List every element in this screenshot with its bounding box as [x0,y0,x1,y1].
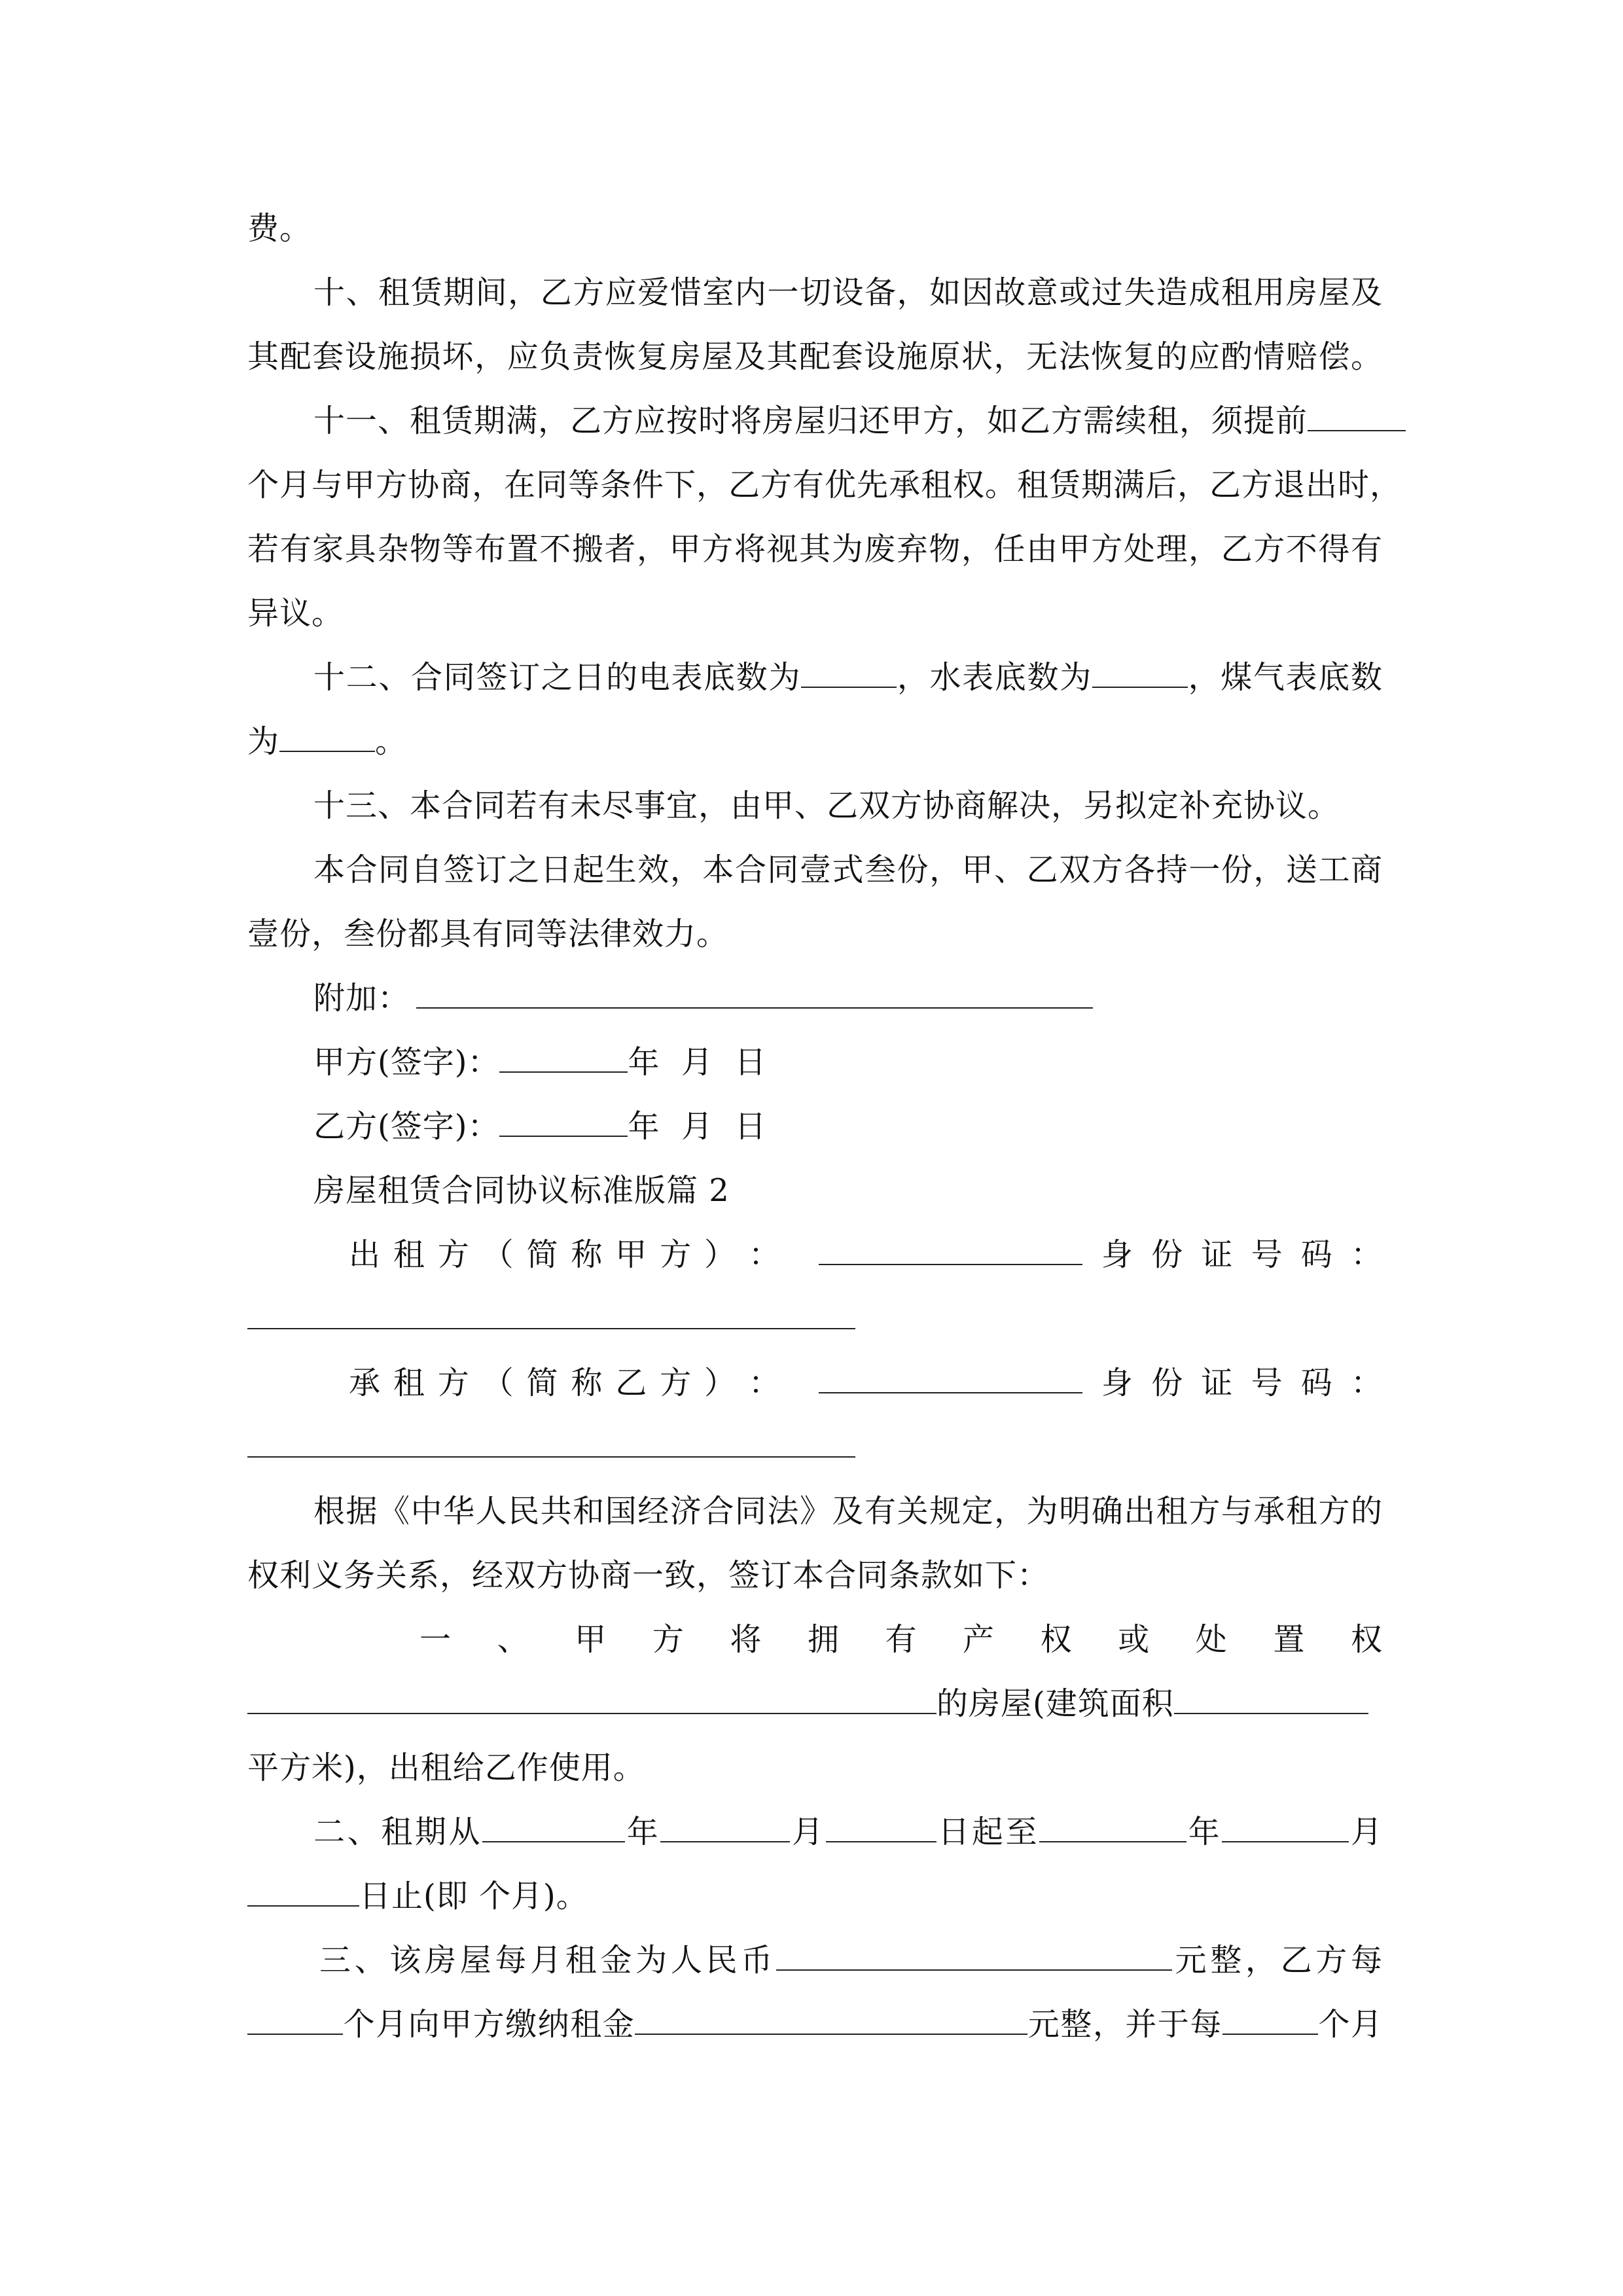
char: 简 [526,1365,559,1401]
addendum-field[interactable] [416,981,1093,1009]
char: 证 [1201,1365,1234,1401]
text: 十二、合同签订之日的电表底数为 [313,659,802,696]
char: 方 [660,1365,692,1401]
char: 权 [1350,1621,1383,1658]
char: 身 [1101,1365,1134,1401]
end-month-field[interactable] [1222,1815,1349,1842]
text: 十一、租赁期满，乙方应按时将房屋归还甲方，如乙方需续租，须提前 [313,403,1308,439]
char: 承 [349,1365,382,1401]
char: 份 [1151,1365,1184,1401]
addendum-line [247,966,1383,1030]
text: 日止(即 个月)。 [359,1878,588,1914]
char: 码 [1300,1365,1333,1401]
char: 方 [437,1236,470,1273]
monthly-rent-field[interactable] [776,1943,1172,1971]
start-month-field[interactable] [660,1815,790,1842]
text: 的房屋(建筑面积 [936,1685,1174,1722]
text: 年 [1186,1814,1222,1850]
end-day-field[interactable] [247,1879,359,1907]
text: 壹份，叁份都具有同等法律效力。 [247,916,729,952]
text: ，水表底数为 [897,659,1092,696]
char: 或 [1118,1621,1150,1658]
char: ） [704,1365,737,1401]
blank-line [247,1287,1383,1351]
blank-line [247,1415,1383,1479]
char: ） [704,1236,737,1273]
text: 三、该房屋每月租金为人民币 [319,1942,776,1979]
char: 出 [349,1236,382,1273]
char: 甲 [615,1236,648,1273]
text: 费。 [247,210,312,247]
lessor-line [247,1223,1383,1287]
char: 乙 [615,1365,648,1401]
text-line [247,902,1383,966]
text: 十、租赁期间，乙方应爱惜室内一切设备，如因故意或过失造成租用房屋及 [313,274,1383,311]
char: 处 [1195,1621,1228,1658]
label: 乙方(签字)： [313,1108,500,1145]
start-day-field[interactable] [826,1815,936,1842]
char: 简 [526,1236,559,1273]
end-year-field[interactable] [1039,1815,1186,1842]
text-line [247,517,1383,581]
char: 甲 [575,1621,607,1658]
text: 个月向甲方缴纳租金 [343,2006,635,2043]
char: 身 [1101,1236,1134,1273]
lessor-label [349,1223,781,1287]
id-label [1101,1223,1383,1287]
text: 若有家具杂物等布置不搬者，甲方将视其为废弃物，任由甲方处理，乙方不得有 [247,531,1383,567]
char: 方 [660,1236,692,1273]
text: 月 [1349,1814,1383,1850]
char: 租 [393,1236,425,1273]
party-b-signature [247,1094,1383,1158]
char: （ [482,1236,514,1273]
interval-field[interactable] [1222,2007,1318,2035]
text: 二、租期从 [313,1814,483,1850]
clause-11 [247,389,1383,453]
signature-field[interactable] [499,1109,628,1137]
clause-12 [247,645,1383,709]
section-title [247,1158,1383,1223]
text-line [247,1992,1383,2056]
text: 元整，并于每 [1027,2006,1222,2043]
clause-10 [247,260,1383,325]
char: 权 [1040,1621,1073,1658]
char: 一 [419,1621,452,1658]
text: 异议。 [247,595,344,632]
text-line [247,325,1383,389]
text-line [247,709,1383,774]
lessee-name-field[interactable] [819,1366,1082,1393]
property-address-field[interactable] [247,1687,936,1714]
text-line [247,1736,1383,1800]
date-label: 年 月 日 [628,1108,767,1145]
addendum-label: 附加： [313,980,410,1016]
char: 方 [652,1621,685,1658]
char: 拥 [807,1621,840,1658]
text-line [247,581,1383,645]
date-label: 年 月 日 [628,1044,767,1081]
text-line [247,838,1383,902]
lessee-label [349,1351,781,1415]
text: 年 [625,1814,661,1850]
text-line [247,1864,1383,1928]
start-year-field[interactable] [482,1815,625,1842]
text-line [247,453,1402,517]
text-line [247,1672,1383,1736]
id-label [1101,1351,1383,1415]
lessor-id-field[interactable] [247,1302,855,1329]
blank-field[interactable] [279,725,375,752]
clause-13 [247,774,1383,838]
text-line [247,1543,1383,1607]
contract-page [247,196,1402,2056]
text: 个月 [1317,2006,1383,2043]
char: 租 [393,1365,425,1401]
char: 方 [437,1365,470,1401]
text: 为 [247,723,280,760]
clause-2 [247,1800,1383,1864]
char: 称 [571,1236,603,1273]
area-field[interactable] [1174,1687,1368,1714]
rent-amount-field[interactable] [635,2007,1027,2035]
text: 十三、本合同若有未尽事宜，由甲、乙双方协商解决，另拟定补充协议。 [313,787,1340,824]
text: ，煤气表底数 [1187,659,1383,696]
clause-1 [247,1607,1383,1672]
char: 份 [1151,1236,1184,1273]
party-a-signature [247,1030,1383,1094]
blank-field[interactable] [801,660,897,688]
text: 权利义务关系，经双方协商一致，签订本合同条款如下： [247,1557,1050,1594]
char: ： [1350,1365,1383,1401]
months-field[interactable] [247,2007,343,2035]
text: 个月与甲方协商，在同等条件下，乙方有优先承租权。租赁期满后，乙方退出时， [247,467,1402,503]
text: 日起至 [936,1814,1040,1850]
text: 其配套设施损坏，应负责恢复房屋及其配套设施原状，无法恢复的应酌情赔偿。 [247,338,1383,375]
char: 称 [571,1365,603,1401]
text: 月 [790,1814,826,1850]
text [419,1607,1383,1672]
char: 号 [1251,1236,1283,1273]
text: 房屋租赁合同协议标准版篇 2 [313,1172,730,1209]
text: 元整，乙方每 [1171,1942,1383,1979]
text: 本合同自签订之日起生效，本合同壹式叁份，甲、乙双方各持一份，送工商 [313,852,1383,888]
text: 。 [375,723,408,760]
char: 码 [1300,1236,1333,1273]
lessee-id-field[interactable] [247,1430,855,1458]
lessee-line [247,1351,1383,1415]
preamble [247,1479,1383,1543]
char: 置 [1273,1621,1306,1658]
char: （ [482,1365,514,1401]
char: 产 [963,1621,995,1658]
text: 平方米)，出租给乙作使用。 [247,1749,645,1786]
char: 、 [497,1621,529,1658]
lessor-name-field[interactable] [819,1238,1082,1265]
char: 证 [1201,1236,1234,1273]
text-line [247,196,1383,260]
label: 甲方(签字)： [313,1044,500,1081]
text: 根据《中华人民共和国经济合同法》及有关规定，为明确出租方与承租方的 [313,1493,1383,1530]
char: 号 [1251,1365,1283,1401]
char: ： [748,1236,781,1273]
blank-field[interactable] [1308,404,1406,431]
signature-field[interactable] [499,1045,628,1073]
char: ： [748,1365,781,1401]
char: 有 [885,1621,918,1658]
char: 将 [730,1621,762,1658]
char: ： [1350,1236,1383,1273]
blank-field[interactable] [1092,660,1188,688]
clause-3 [247,1928,1383,1992]
